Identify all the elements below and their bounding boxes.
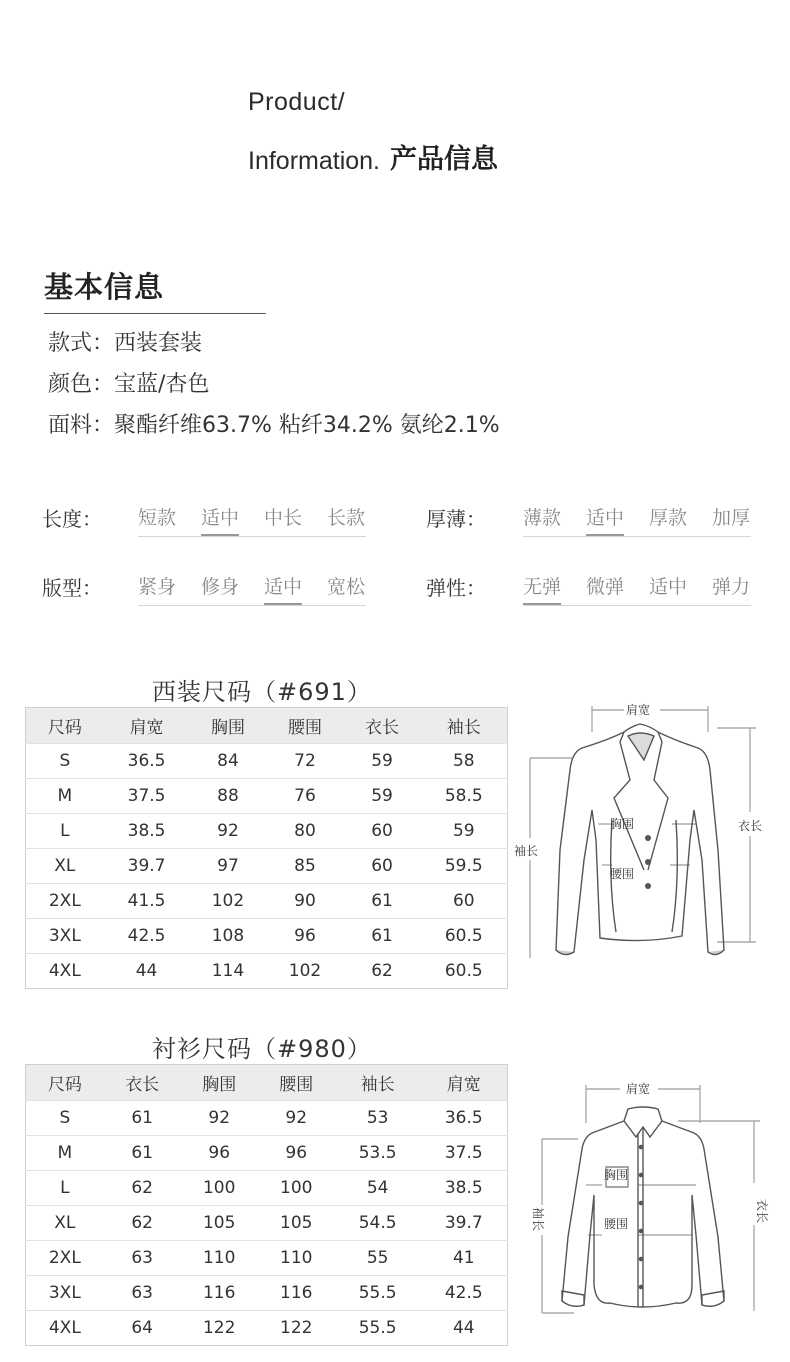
table-header-row [26,708,508,744]
col-header: 肩宽 [421,1065,508,1101]
col-header: 腰围 [258,1065,335,1101]
measure-cell: 61 [104,1101,181,1136]
attr-baseline [523,605,751,606]
size-cell: 4XL [26,954,104,989]
attr-option: 修身 [201,576,240,598]
measure-cell: 53 [335,1101,421,1136]
col-header: 尺码 [26,708,104,744]
measure-cell: 92 [258,1101,335,1136]
header-cn-title [390,137,498,176]
table-row [26,1136,508,1171]
measure-cell: 84 [189,744,266,779]
attr-option-selected: 适中 [264,572,327,599]
diagram-label-chest: 胸围 [604,1168,629,1182]
measure-cell: 90 [266,884,343,919]
measure-cell: 58.5 [421,779,508,814]
measure-cell: 61 [344,919,421,954]
attr-option: 紧身 [138,576,177,598]
table-row [26,1276,508,1311]
size-cell: 3XL [26,1276,104,1311]
measure-cell: 63 [104,1276,181,1311]
blazer-outline-icon [512,700,774,970]
size-cell: M [26,1136,104,1171]
col-header: 肩宽 [104,708,190,744]
diagram-label-waist: 腰围 [610,867,635,881]
attr-option: 加厚 [712,507,751,529]
measure-cell: 54.5 [335,1206,421,1241]
measure-cell: 38.5 [421,1171,508,1206]
basic-info-divider [44,313,266,314]
col-header: 袖长 [421,708,508,744]
header-cn-title-text: 产品信息 [390,144,499,174]
attr-thickness [426,503,766,543]
col-header: 衣长 [344,708,421,744]
attr-option: 中长 [264,507,303,529]
attr-option-selected: 适中 [201,503,264,530]
diagram-label-shoulder: 肩宽 [626,1082,651,1096]
measure-cell: 60.5 [421,919,508,954]
measure-cell: 105 [181,1206,258,1241]
measure-cell: 102 [266,954,343,989]
measure-cell: 37.5 [421,1136,508,1171]
attr-option: 长款 [327,507,366,529]
measure-cell: 62 [104,1206,181,1241]
attr-option: 宽松 [327,576,366,598]
measure-cell: 108 [189,919,266,954]
measure-cell: 62 [344,954,421,989]
measure-cell: 122 [258,1311,335,1346]
diagram-label-sleeve: 袖长 [531,1207,545,1232]
table-row [26,744,508,779]
measure-cell: 59 [421,814,508,849]
table-row [26,884,508,919]
measure-cell: 59 [344,744,421,779]
measure-cell: 110 [181,1241,258,1276]
size-cell: 2XL [26,1241,104,1276]
product-info-header [248,88,498,176]
measure-cell: 42.5 [104,919,190,954]
table-row [26,1206,508,1241]
table-row [26,919,508,954]
size-cell: XL [26,849,104,884]
shirt-size-title: 衬衫尺码（#980） [152,1035,372,1063]
fabric-row: 面料：聚酯纤维63.7% 粘纤34.2% 氨纶2.1% [48,413,500,438]
attr-baseline [138,605,366,606]
size-cell: S [26,744,104,779]
col-header: 腰围 [266,708,343,744]
measure-cell: 36.5 [104,744,190,779]
table-row [26,1171,508,1206]
measure-cell: 100 [181,1171,258,1206]
measure-cell: 97 [189,849,266,884]
attr-option-selected: 适中 [586,503,649,530]
measure-cell: 60 [344,814,421,849]
shirt-size-table [25,1064,508,1346]
measure-cell: 92 [181,1101,258,1136]
measure-cell: 116 [258,1276,335,1311]
size-cell: 2XL [26,884,104,919]
shirt-measurement-diagram [528,1075,778,1325]
size-cell: 3XL [26,919,104,954]
col-header: 袖长 [335,1065,421,1101]
attr-options [523,503,775,530]
measure-cell: 102 [189,884,266,919]
diagram-label-waist: 腰围 [604,1217,629,1231]
header-line-2-text: Information. [248,147,381,175]
measure-cell: 59.5 [421,849,508,884]
table-row [26,1241,508,1276]
measure-cell: 61 [104,1136,181,1171]
size-cell: XL [26,1206,104,1241]
measure-cell: 80 [266,814,343,849]
measure-cell: 53.5 [335,1136,421,1171]
diagram-label-length: 衣长 [755,1199,769,1224]
shirt-outline-icon [528,1075,778,1325]
diagram-label-shoulder: 肩宽 [626,703,651,717]
table-row [26,1311,508,1346]
measure-cell: 64 [104,1311,181,1346]
measure-cell: 55 [335,1241,421,1276]
header-line-2 [248,137,498,176]
diagram-label-length: 衣长 [738,819,763,833]
header-line-1: Product/ [248,88,346,116]
attr-option: 微弹 [586,576,625,598]
attr-baseline [523,536,751,537]
table-header-row [26,1065,508,1101]
measure-cell: 54 [335,1171,421,1206]
measure-cell: 92 [189,814,266,849]
basic-info-section [44,265,500,438]
measure-cell: 39.7 [104,849,190,884]
col-header: 衣长 [104,1065,181,1101]
suit-measurement-diagram [512,700,774,970]
attr-options [523,572,775,599]
size-cell: 4XL [26,1311,104,1346]
diagram-label-sleeve: 袖长 [514,844,539,858]
table-row [26,814,508,849]
attr-label: 版型： [42,576,102,600]
attr-options [138,503,390,530]
suit-size-title: 西装尺码（#691） [152,678,372,706]
size-cell: L [26,1171,104,1206]
measure-cell: 72 [266,744,343,779]
attr-option-selected: 无弹 [523,572,586,599]
measure-cell: 37.5 [104,779,190,814]
measure-cell: 42.5 [421,1276,508,1311]
measure-cell: 96 [258,1136,335,1171]
measure-cell: 44 [104,954,190,989]
measure-cell: 44 [421,1311,508,1346]
measure-cell: 39.7 [421,1206,508,1241]
size-cell: S [26,1101,104,1136]
col-header: 胸围 [181,1065,258,1101]
attr-label: 长度： [42,507,102,531]
measure-cell: 122 [181,1311,258,1346]
col-header: 胸围 [189,708,266,744]
size-cell: L [26,814,104,849]
measure-cell: 60 [421,884,508,919]
attr-option: 弹力 [712,576,751,598]
attr-option: 厚款 [649,507,688,529]
basic-info-title: 基本信息 [44,270,165,304]
measure-cell: 36.5 [421,1101,508,1136]
measure-cell: 41.5 [104,884,190,919]
measure-cell: 114 [189,954,266,989]
style-row: 款式：西装套装 [48,331,203,356]
color-row: 颜色：宝蓝/杏色 [48,372,210,397]
attr-label: 弹性： [426,576,486,600]
measure-cell: 60 [344,849,421,884]
shirt-table-body [26,1101,508,1346]
attr-elasticity [426,572,766,612]
measure-cell: 38.5 [104,814,190,849]
measure-cell: 63 [104,1241,181,1276]
attr-option: 适中 [649,576,688,598]
table-row [26,779,508,814]
attr-fit [42,572,382,612]
col-header: 尺码 [26,1065,104,1101]
measure-cell: 60.5 [421,954,508,989]
measure-cell: 100 [258,1171,335,1206]
measure-cell: 59 [344,779,421,814]
attr-options [138,572,390,599]
attr-label: 厚薄： [426,507,486,531]
measure-cell: 41 [421,1241,508,1276]
measure-cell: 76 [266,779,343,814]
measure-cell: 96 [181,1136,258,1171]
suit-size-table [25,707,508,989]
suit-table-body [26,744,508,989]
measure-cell: 105 [258,1206,335,1241]
attr-option: 薄款 [523,507,562,529]
measure-cell: 55.5 [335,1311,421,1346]
basic-info-rows [48,327,648,450]
attr-length [42,503,382,543]
size-cell: M [26,779,104,814]
attr-option: 短款 [138,507,177,529]
measure-cell: 110 [258,1241,335,1276]
measure-cell: 58 [421,744,508,779]
measure-cell: 62 [104,1171,181,1206]
measure-cell: 96 [266,919,343,954]
table-row [26,954,508,989]
measure-cell: 116 [181,1276,258,1311]
measure-cell: 85 [266,849,343,884]
diagram-label-chest: 胸围 [610,817,635,831]
table-row [26,849,508,884]
table-row [26,1101,508,1136]
measure-cell: 55.5 [335,1276,421,1311]
attr-baseline [138,536,366,537]
measure-cell: 88 [189,779,266,814]
measure-cell: 61 [344,884,421,919]
